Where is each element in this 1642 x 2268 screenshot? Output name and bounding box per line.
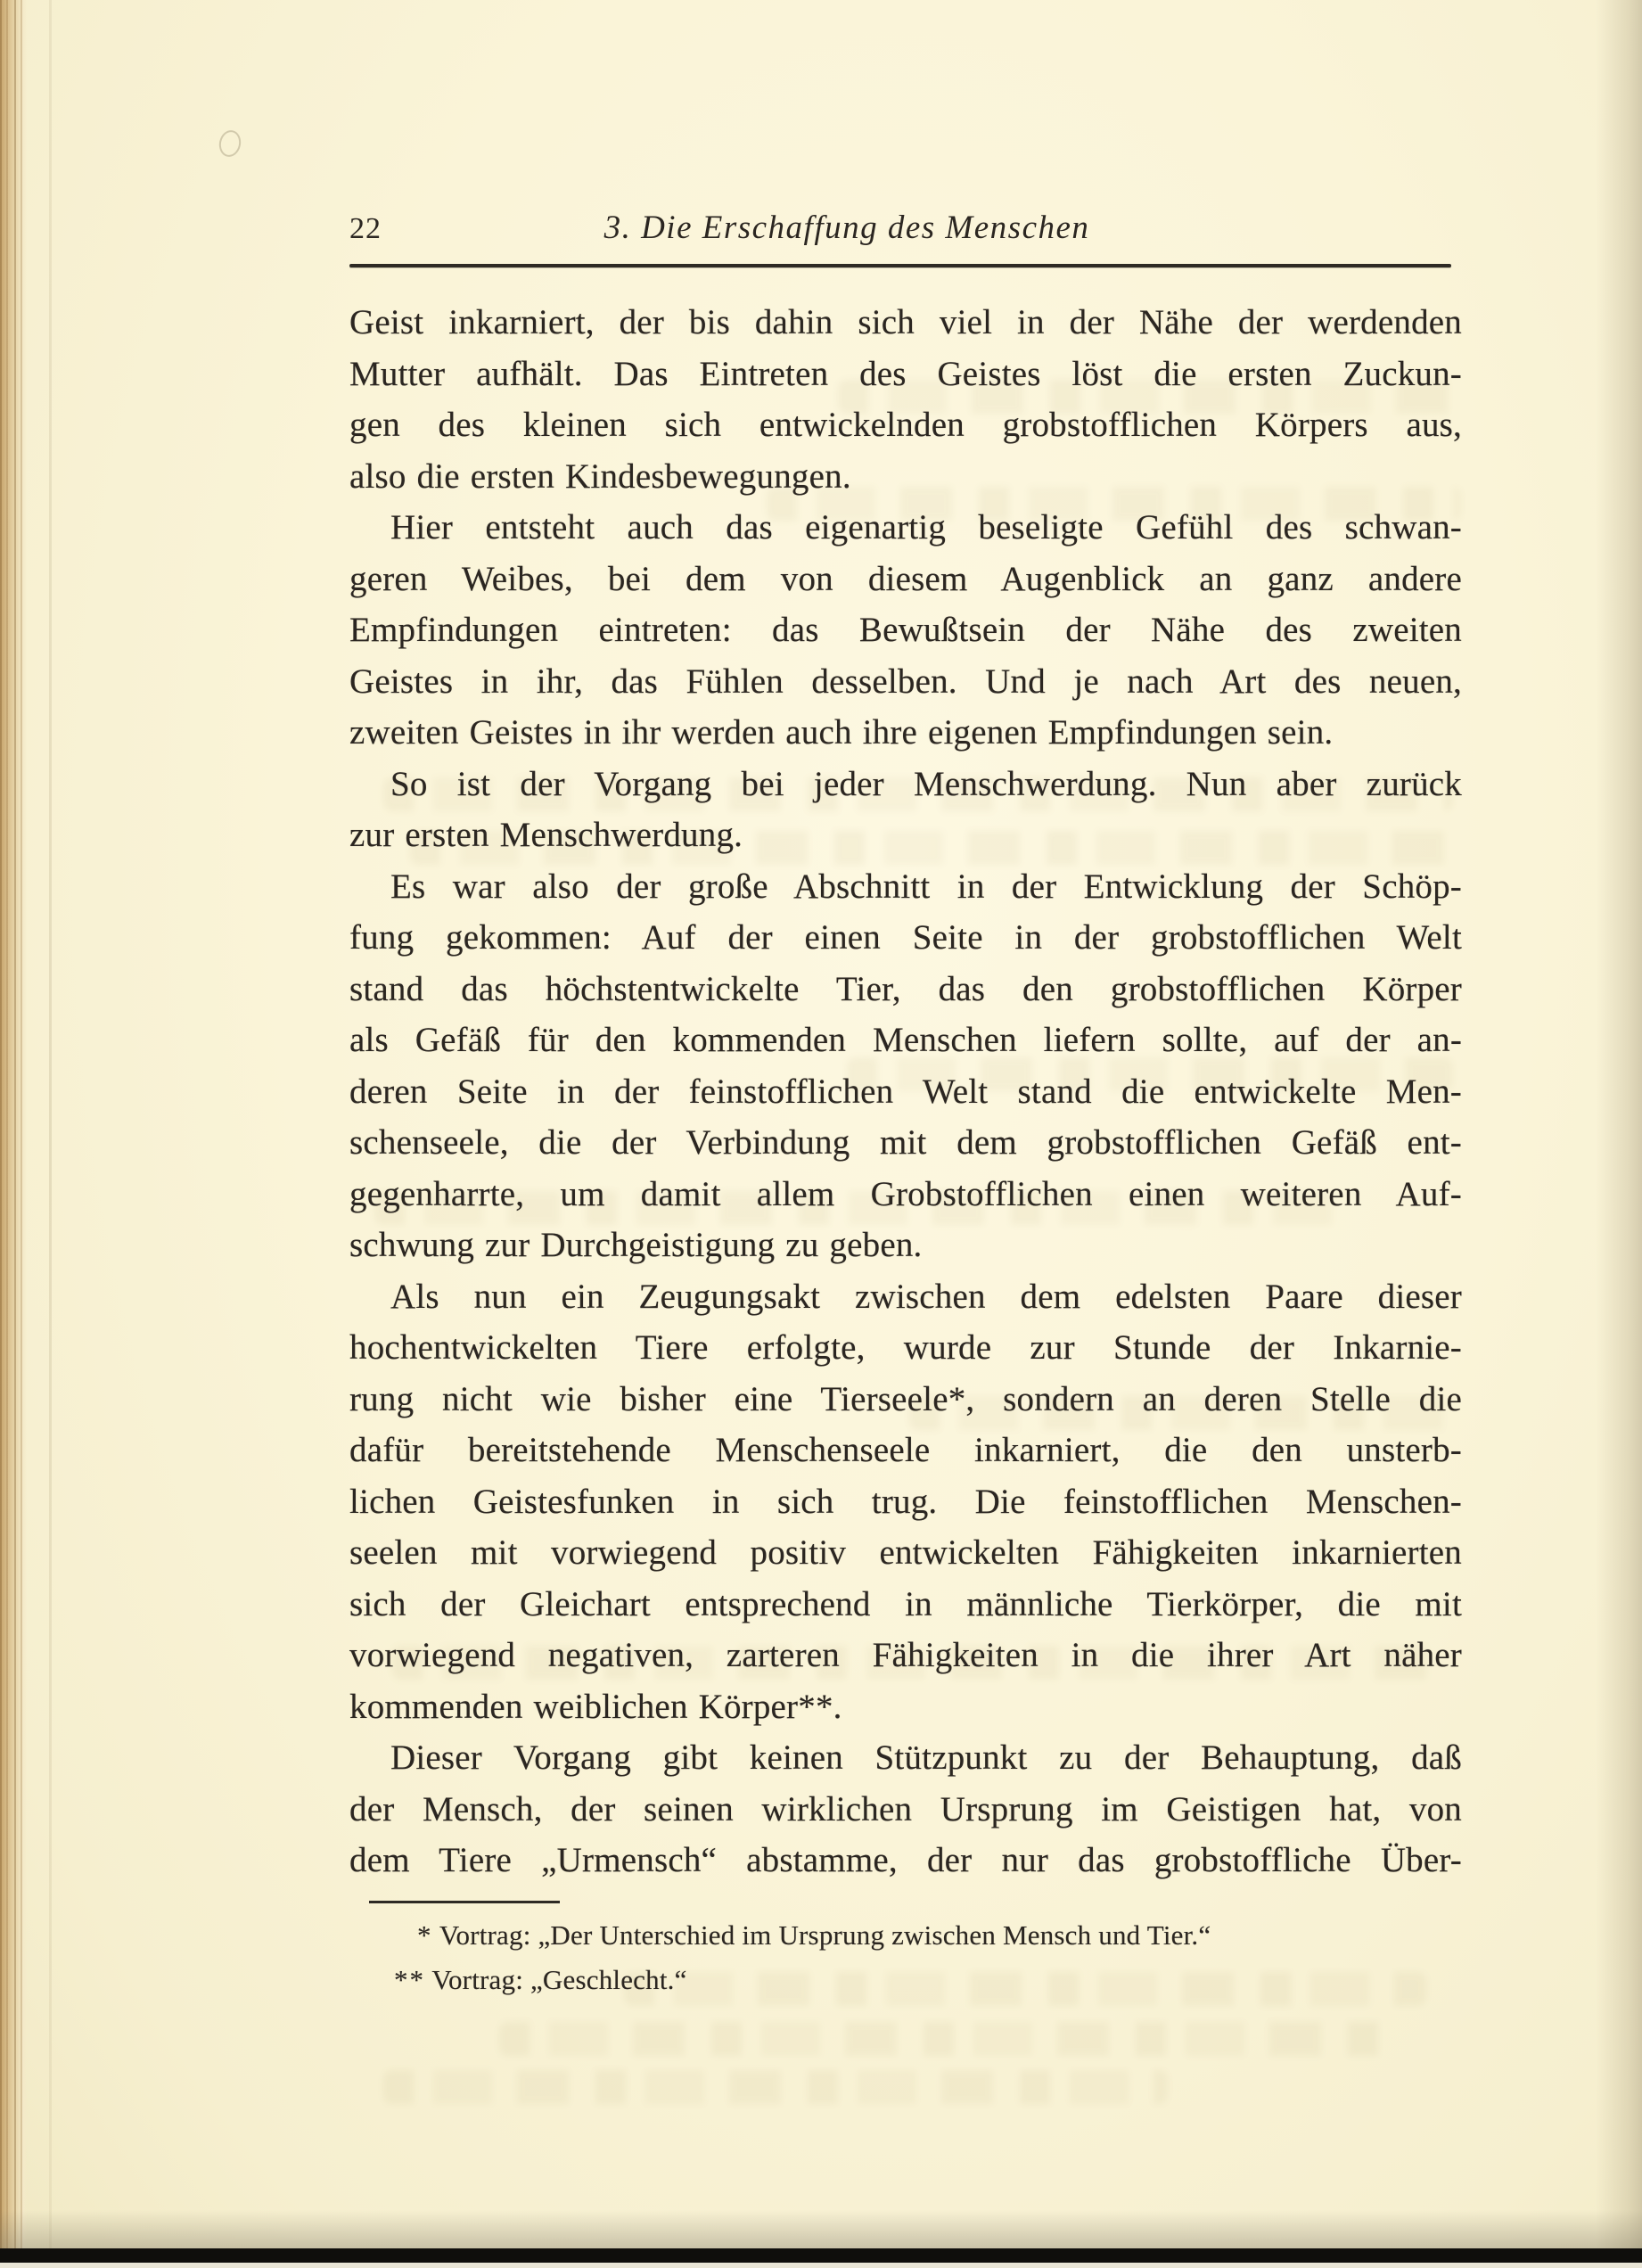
footnote-text: Vortrag: „Geschlecht.“: [425, 1964, 687, 1995]
body-line: kommenden weiblichen Körper**.: [349, 1687, 842, 1726]
body-line: also die ersten Kindesbewegungen.: [349, 456, 851, 496]
body-line: zur ersten Menschwerdung.: [349, 816, 743, 854]
paragraph: [349, 759, 1462, 861]
footnote: [349, 1913, 1462, 1958]
book-spine-edge: [0, 0, 27, 2268]
body-line: lichen Geistesfunken in sich trug. Die feinstofflichen Menschen-: [349, 1482, 1462, 1521]
body-line: Als nun ein Zeugungsakt zwischen dem edelsten Paare dieser: [390, 1277, 1462, 1316]
body-line: Empfindungen eintreten: das Bewußtsein der Nähe des zweiten: [349, 611, 1462, 649]
body-line: dafür bereitstehende Menschenseele inkarniert, die den unsterb-: [349, 1431, 1462, 1469]
body-line: Dieser Vorgang gibt keinen Stützpunkt zu der Behauptung, daß: [390, 1738, 1462, 1777]
body-line: So ist der Vorgang bei jeder Menschwerdung. Nun aber zurück: [390, 764, 1462, 803]
body-line: schenseele, die der Verbindung mit dem grobstofflichen Gefäß ent-: [349, 1123, 1462, 1162]
page-right-edge-shading: [1596, 0, 1642, 2268]
body-line: der Mensch, der seinen wirklichen Ursprung im Geistigen hat, von: [349, 1789, 1462, 1828]
footnote-rule: [369, 1901, 560, 1903]
body-line: fung gekommen: Auf der einen Seite in der grobstofflichen Welt: [349, 918, 1462, 957]
header-rule: [349, 264, 1451, 267]
pencil-mark: [217, 128, 243, 159]
body-line: Es war also der große Abschnitt in der Entwicklung der Schöp-: [390, 867, 1462, 906]
body-line: gegenharrte, um damit allem Grobstofflichen einen weiteren Auf-: [349, 1174, 1462, 1213]
footnote-marker: *: [417, 1919, 433, 1951]
paragraph: [349, 861, 1462, 1271]
scan-bottom-strip: [0, 2263, 1642, 2268]
bleedthrough-smudge: [383, 2070, 1168, 2104]
body-line: als Gefäß für den kommenden Menschen liefern sollte, auf der an-: [349, 1021, 1462, 1059]
body-line: seelen mit vorwiegend positiv entwickelten Fähigkeiten inkarnierten: [349, 1533, 1462, 1572]
body-line: stand das höchstentwickelte Tier, das den grobstofflichen Körper: [349, 969, 1462, 1008]
paragraph: [349, 502, 1462, 759]
body-line: zweiten Geistes in ihr werden auch ihre eigenen Empfindungen sein.: [349, 713, 1334, 752]
body-line: Hier entsteht auch das eigenartig beseligte Gefühl des schwan-: [390, 508, 1462, 546]
page-number: 22: [349, 212, 382, 245]
body-line: deren Seite in der feinstofflichen Welt stand die entwickelte Men-: [349, 1072, 1462, 1111]
scan-bottom-bar: [0, 2248, 1642, 2263]
body-line: Geist inkarniert, der bis dahin sich viel in der Nähe der werdenden: [349, 303, 1462, 341]
body-line: rung nicht wie bisher eine Tierseele*, sondern an deren Stelle die: [349, 1379, 1462, 1418]
paragraph: [349, 1271, 1462, 1733]
body-text: [349, 297, 1462, 1886]
body-line: vorwiegend negativen, zarteren Fähigkeiten in die ihrer Art näher: [349, 1636, 1462, 1674]
bleedthrough-smudge: [499, 2022, 1391, 2056]
body-line: hochentwickelten Tiere erfolgte, wurde zur Stunde der Inkarnie-: [349, 1328, 1462, 1367]
body-line: schwung zur Durchgeistigung zu geben.: [349, 1226, 923, 1264]
body-line: sich der Gleichart entsprechend in männliche Tierkörper, die mit: [349, 1584, 1462, 1623]
footnotes: [349, 1913, 1462, 2002]
body-line: geren Weibes, bei dem von diesem Augenblick an ganz andere: [349, 559, 1462, 598]
footnote-marker: **: [394, 1964, 425, 1995]
page-crease: [49, 0, 52, 2268]
paragraph: [349, 1732, 1462, 1886]
body-line: gen des kleinen sich entwickelnden grobstofflichen Körpers aus,: [349, 406, 1462, 444]
footnote: [349, 1958, 1462, 2002]
body-line: Geistes in ihr, das Fühlen desselben. Und je nach Art des neuen,: [349, 662, 1462, 701]
running-header: 3. Die Erschaffung des Menschen: [603, 210, 1090, 246]
body-line: dem Tiere „Urmensch“ abstamme, der nur das grobstoffliche Über-: [349, 1841, 1462, 1879]
body-line: Mutter aufhält. Das Eintreten des Geistes löst die ersten Zuckun-: [349, 354, 1462, 393]
footnote-text: Vortrag: „Der Unterschied im Ursprung zwischen Mensch und Tier.“: [432, 1919, 1211, 1951]
paragraph: [349, 297, 1462, 502]
